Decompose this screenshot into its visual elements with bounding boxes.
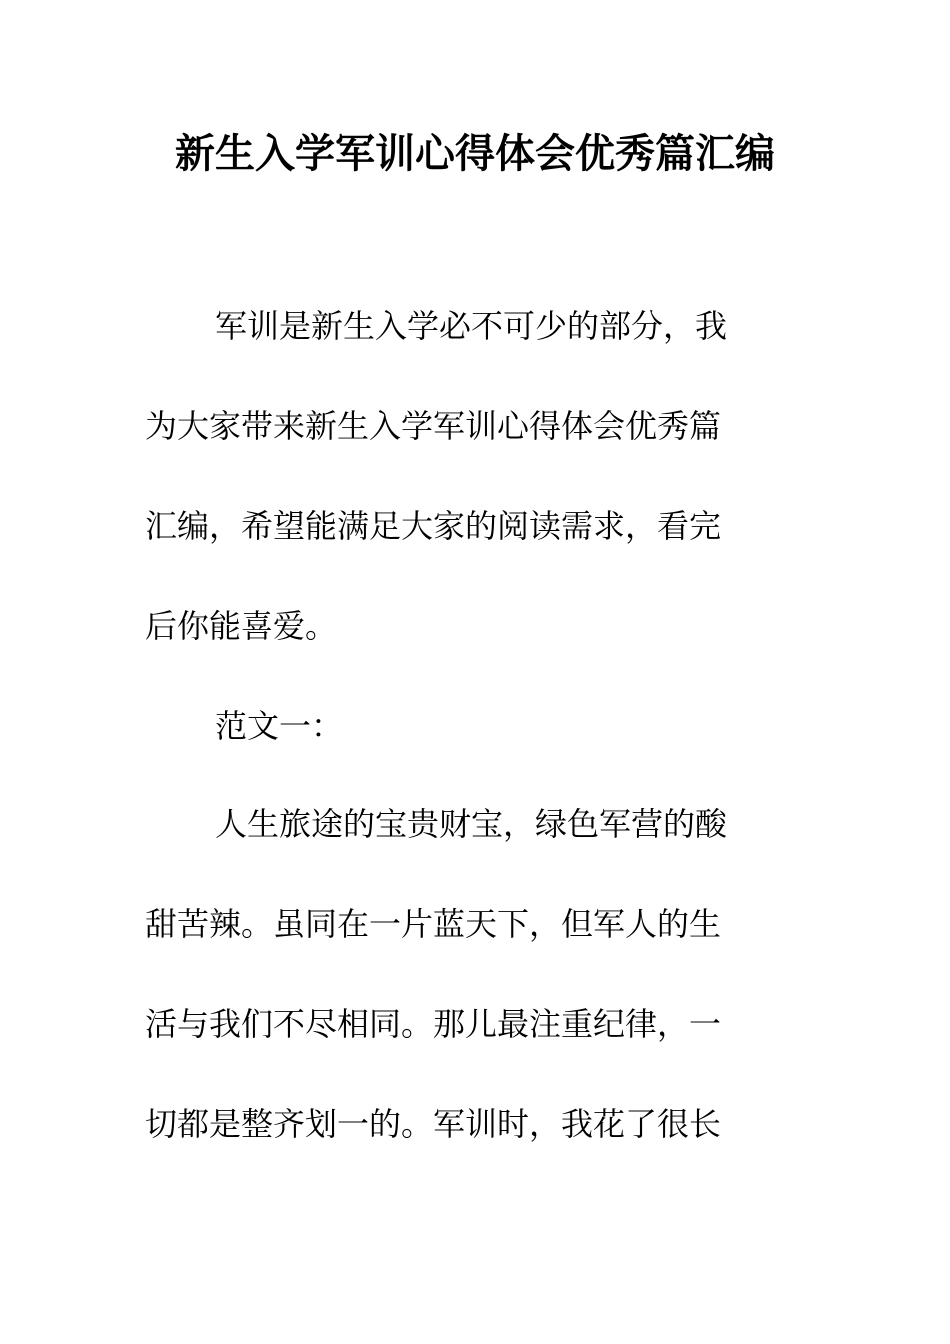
paragraph-line: 活与我们不尽相同。那儿最注重纪律，一 — [145, 1005, 722, 1043]
intro-paragraph — [145, 276, 785, 676]
paragraph-line: 为大家带来新生入学军训心得体会优秀篇 — [145, 407, 722, 445]
paragraph-line: 人生旅途的宝贵财宝，绿色军营的酸 — [215, 805, 728, 843]
paragraph-line: 汇编，希望能满足大家的阅读需求，看完 — [145, 507, 722, 545]
paragraph-line: 后你能喜爱。 — [145, 607, 338, 645]
paragraph-line: 切都是整齐划一的。军训时，我花了很长 — [145, 1105, 722, 1143]
body-paragraph — [145, 774, 785, 1174]
paragraph-line: 甜苦辣。虽同在一片蓝天下，但军人的生 — [145, 905, 722, 943]
section-heading-paragraph — [145, 676, 785, 776]
section-heading: 范文一： — [215, 707, 344, 745]
paragraph-line: 军训是新生入学必不可少的部分，我 — [215, 307, 728, 345]
document-title: 新生入学军训心得体会优秀篇汇编 — [175, 130, 775, 177]
